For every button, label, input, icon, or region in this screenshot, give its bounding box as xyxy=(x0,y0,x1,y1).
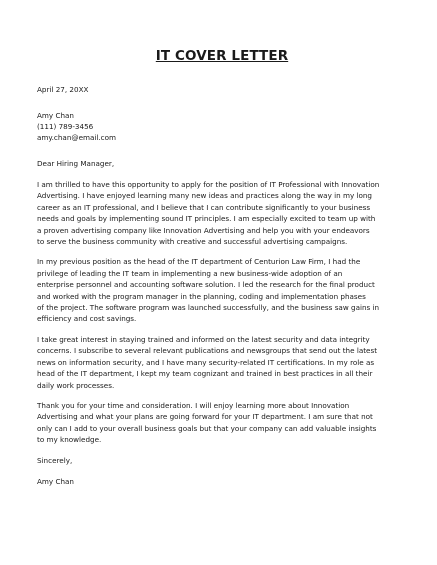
paragraph-line: a proven advertising company like Innovation Advertising and help you with your endeavors xyxy=(37,225,370,235)
greeting: Dear Hiring Manager, xyxy=(37,159,115,168)
paragraph-line: to my knowledge. xyxy=(37,435,102,445)
paragraph-line: news on information security, and I have many security-related IT certifications. In my role as xyxy=(37,357,375,367)
paragraph-line: In my previous position as the head of the IT department of Centurion Law Firm, I had the xyxy=(37,257,361,267)
closing: Sincerely, xyxy=(37,455,73,465)
body-paragraph-2 xyxy=(37,256,407,324)
paragraph-line: to serve the business community with creative and successful advertising campaigns. xyxy=(37,237,348,247)
paragraph-line: only can I add to your overall business goals but that your company can add valuable insights xyxy=(37,423,377,433)
paragraph-line: of the project. The software program was launched successfully, and the business saw gains in xyxy=(37,303,380,313)
paragraph-line: privilege of leading the IT team in implementing a new business-wide adoption of an xyxy=(37,268,343,278)
body-paragraph-3 xyxy=(37,334,407,391)
paragraph-line: I take great interest in staying trained and informed on the latest security and data integrity xyxy=(37,334,370,344)
paragraph-line: efficiency and cost savings. xyxy=(37,314,137,324)
paragraph-line: I am thrilled to have this opportunity to apply for the position of IT Professional with Innovation xyxy=(37,180,380,189)
paragraph-line: Advertising and what your plans are going forward for your IT department. I am sure that not xyxy=(37,412,373,422)
paragraph-line: enterprise personnel and accounting software solution. I led the research for the final product xyxy=(37,280,375,290)
paragraph-line: concerns. I subscribe to several relevant publications and newsgroups that send out the latest xyxy=(37,346,378,356)
paragraph-line: Thank you for your time and consideration. I will enjoy learning more about Innovation xyxy=(37,400,350,410)
sender-block xyxy=(37,110,407,143)
paragraph-line: needs and goals by implementing sound IT principles. I am especially excited to team up with xyxy=(37,214,376,224)
letter-date: April 27, 20XX xyxy=(37,85,89,94)
paragraph-line: head of the IT department, I kept my team cognizant and trained in best practices in all their xyxy=(37,369,373,379)
paragraph-line: and worked with the program manager in the planning, coding and implementation phases xyxy=(37,291,366,301)
page-title: IT COVER LETTER xyxy=(155,48,289,64)
body-paragraph-1 xyxy=(37,179,407,247)
body-paragraph-4 xyxy=(37,400,407,446)
paragraph-line: Advertising. I have enjoyed learning many new ideas and practices along the way in my long xyxy=(37,191,372,201)
sender-email: amy.chan@email.com xyxy=(37,133,117,142)
paragraph-line: career as an IT professional, and I believe that I can contribute significantly to your business xyxy=(37,202,371,212)
signature: Amy Chan xyxy=(37,476,74,486)
sender-phone: (111) 789-3456 xyxy=(37,122,94,131)
sender-name: Amy Chan xyxy=(37,111,74,120)
paragraph-line: daily work processes. xyxy=(37,380,115,390)
